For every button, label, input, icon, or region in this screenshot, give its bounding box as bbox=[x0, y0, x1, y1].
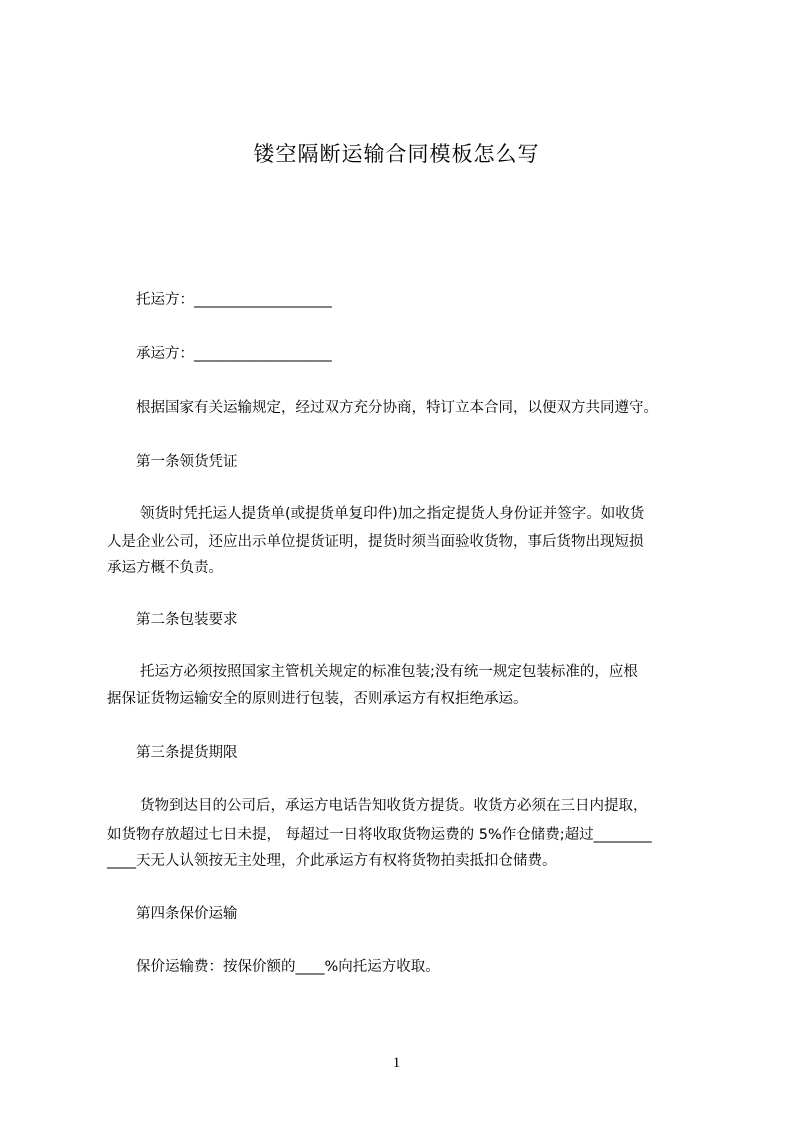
article-4-heading: 第四条保价运输 bbox=[136, 906, 238, 922]
article-4-line-1: 保价运输费：按保价额的____%向托运方收取。 bbox=[136, 959, 440, 975]
article-3-line-1: 货物到达目的公司后，承运方电话告知收货方提货。收货方必须在三日内提取， bbox=[140, 798, 648, 814]
article-3-line-3: ____天无人认领按无主处理，介此承运方有权将货物拍卖抵扣仓储费。 bbox=[107, 853, 557, 869]
document-title: 镂空隔断运输合同模板怎么写 bbox=[253, 142, 540, 166]
article-2-heading: 第二条包装要求 bbox=[136, 612, 238, 628]
page-number: 1 bbox=[392, 1055, 401, 1071]
article-2-line-2: 据保证货物运输安全的原则进行包装，否则承运方有权拒绝承运。 bbox=[107, 691, 528, 707]
article-1-line-1: 领货时凭托运人提货单(或提货单复印件)加之指定提货人身份证并签字。如收货 bbox=[140, 506, 645, 522]
article-1-line-3: 承运方概不负责。 bbox=[107, 560, 223, 576]
article-2-line-1: 托运方必须按照国家主管机关规定的标准包装;没有统一规定包装标准的，应根 bbox=[140, 664, 638, 680]
article-3-heading: 第三条提货期限 bbox=[136, 745, 238, 761]
article-3-line-2: 如货物存放超过七日未提， 每超过一日将收取货物运费的 5%作仓储费;超过________ bbox=[107, 827, 652, 843]
shipper-field: 托运方：___________________ bbox=[136, 292, 332, 308]
preamble-paragraph: 根据国家有关运输规定，经过双方充分协商，特订立本合同，以便双方共同遵守。 bbox=[136, 400, 658, 416]
article-1-heading: 第一条领货凭证 bbox=[136, 454, 238, 470]
carrier-field: 承运方：___________________ bbox=[136, 346, 332, 362]
article-1-line-2: 人是企业公司，还应出示单位提货证明，提货时须当面验收货物，事后货物出现短损 bbox=[107, 534, 644, 550]
